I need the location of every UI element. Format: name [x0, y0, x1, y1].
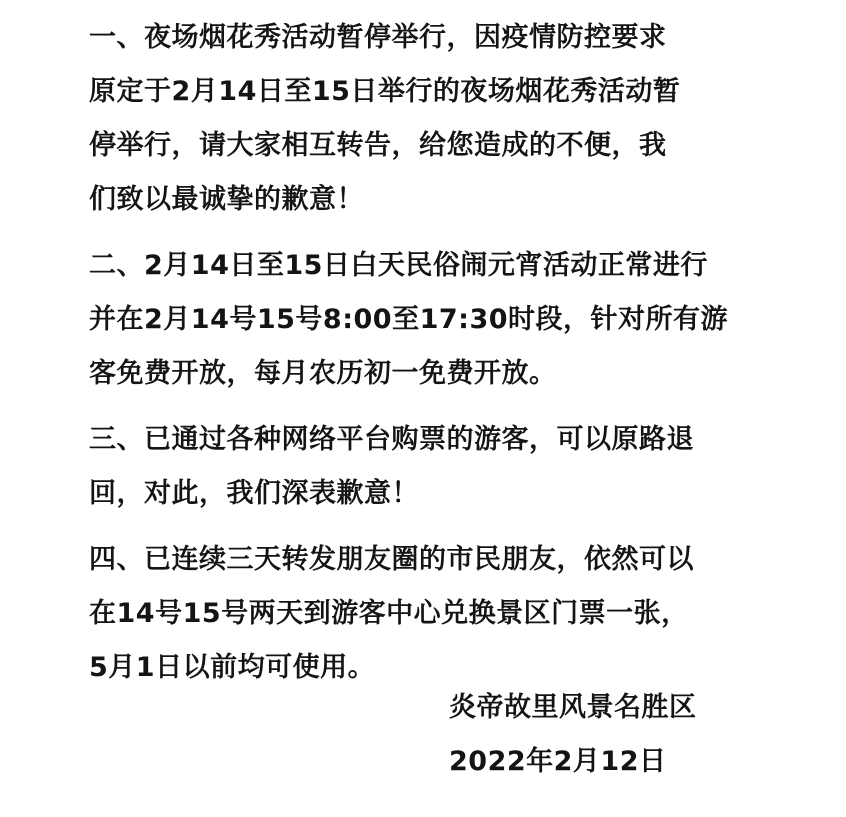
- notice-body: [89, 11, 779, 695]
- paragraph-line: 回，对此，我们深表歉意！: [89, 478, 419, 509]
- paragraph-line: 一、夜场烟花秀活动暂停举行，因疫情防控要求: [89, 22, 667, 53]
- paragraph-2: [89, 239, 779, 401]
- paragraph-line: 在14号15号两天到游客中心兑换景区门票一张，: [89, 598, 689, 629]
- paragraph-3: [89, 413, 779, 521]
- paragraph-line: 停举行，请大家相互转告，给您造成的不便，我: [89, 130, 667, 161]
- paragraph-line: 四、已连续三天转发朋友圈的市民朋友，依然可以: [89, 544, 694, 575]
- signature-date: 2022年2月12日: [449, 746, 667, 777]
- paragraph-line: 原定于2月14日至15日举行的夜场烟花秀活动暂: [89, 76, 681, 107]
- paragraph-4: [89, 533, 779, 695]
- signature-block: [449, 681, 697, 789]
- paragraph-line: 并在2月14号15号8:00至17:30时段，针对所有游: [89, 304, 729, 335]
- paragraph-1: [89, 11, 779, 227]
- paragraph-line: 二、2月14日至15日白天民俗闹元宵活动正常进行: [89, 250, 708, 281]
- paragraph-line: 们致以最诚挚的歉意！: [89, 184, 364, 215]
- paragraph-line: 5月1日以前均可使用。: [89, 652, 376, 683]
- signature-organization: 炎帝故里风景名胜区: [449, 692, 697, 723]
- paragraph-line: 三、已通过各种网络平台购票的游客，可以原路退: [89, 424, 694, 455]
- paragraph-line: 客免费开放，每月农历初一免费开放。: [89, 358, 557, 389]
